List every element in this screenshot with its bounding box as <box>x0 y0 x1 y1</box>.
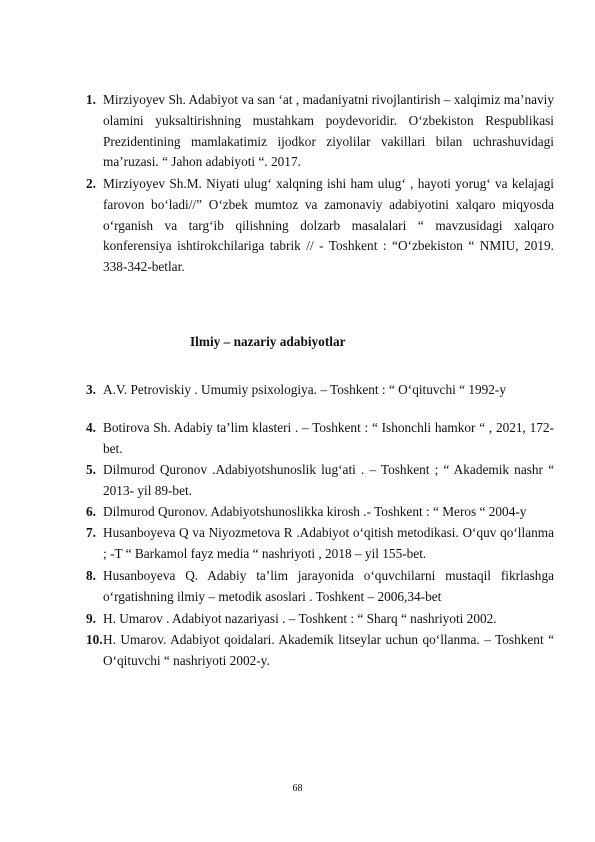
reference-number: 5. <box>86 462 96 477</box>
reference-number: 6. <box>86 504 96 519</box>
reference-number: 4. <box>86 420 96 435</box>
reference-item-8 <box>86 566 554 608</box>
reference-item-9 <box>86 609 554 630</box>
reference-item-2 <box>86 174 554 278</box>
reference-text: H. Umarov. Adabiyot qoidalari. Akademik litseylar uchun qo‘llanma. – Toshkent “ O‘qituvchi “ nashriyoti 2002-y. <box>103 632 554 668</box>
reference-text: Husanboyeva Q. Adabiy ta’lim jarayonida o‘quvchilarni mustaqil fikrlashga o‘rgatishning ilmiy – metodik asoslari . Toshkent – 2006,34-bet <box>103 568 554 604</box>
section-heading: Ilmiy – nazariy adabiyotlar <box>190 334 346 349</box>
reference-text: Husanboyeva Q va Niyozmetova R .Adabiyot o‘qitish metodikasi. O‘quv qo‘llanma ; -T “ Barkamol fayz media “ nashriyoti , 2018 – yil 155-bet. <box>103 525 554 561</box>
reference-item-3 <box>86 380 554 401</box>
reference-text: Mirziyoyev Sh. Adabiyot va san ‘at , madaniyatni rivojlantirish – xalqimiz ma’naviy olamini yuksaltirishning mustahkam poydevoridir. O‘zbekiston Respublikasi Prezidentining mamlakatimiz ijodkor ziyolilar vakillari bilan uchrashuvidagi ma’ruzasi. “ Jahon adabiyoti “. 2017. <box>103 92 554 170</box>
page-number: 68 <box>292 783 303 794</box>
reference-number: 7. <box>86 525 96 540</box>
reference-item-5 <box>86 460 554 502</box>
reference-number: 3. <box>86 382 96 397</box>
reference-item-10 <box>86 630 554 672</box>
reference-number: 10. <box>86 632 103 647</box>
reference-item-4 <box>86 418 554 460</box>
reference-text: Mirziyoyev Sh.M. Niyati ulug‘ xalqning ishi ham ulug‘ , hayoti yorug‘ va kelajagi farovon bo‘ladi//” O‘zbek mumtoz va zamonaviy adabiyotini xalqaro miqyosda o‘rganish va targ‘ib qilishning dolzarb masalalari “ mavzusidagi xalqaro konferensiya ishtirokchilariga tabrik // - Toshkent : “O‘zbekiston “ NMIU, 2019. 338-342-betlar. <box>103 176 554 275</box>
reference-text: Dilmurod Quronov. Adabiyotshunoslikka kirosh .- Toshkent : “ Meros “ 2004-y <box>103 504 527 519</box>
reference-item-1 <box>86 90 554 173</box>
reference-text: Botirova Sh. Adabiy ta’lim klasteri . – Toshkent : “ Ishonchli hamkor “ , 2021, 172-bet. <box>103 420 554 456</box>
reference-number: 2. <box>86 176 96 191</box>
reference-item-6 <box>86 502 554 523</box>
reference-text: H. Umarov . Adabiyot nazariyasi . – Toshkent : “ Sharq “ nashriyoti 2002. <box>103 611 497 626</box>
reference-number: 9. <box>86 611 96 626</box>
reference-number: 8. <box>86 568 96 583</box>
reference-text: A.V. Petroviskiy . Umumiy psixologiya. – Toshkent : “ O‘qituvchi “ 1992-y <box>103 382 507 397</box>
reference-item-7 <box>86 523 554 565</box>
reference-number: 1. <box>86 92 96 107</box>
reference-text: Dilmurod Quronov .Adabiyotshunoslik lug‘ati . – Toshkent ; “ Akademik nashr “ 2013- yil 89-bet. <box>103 462 554 498</box>
